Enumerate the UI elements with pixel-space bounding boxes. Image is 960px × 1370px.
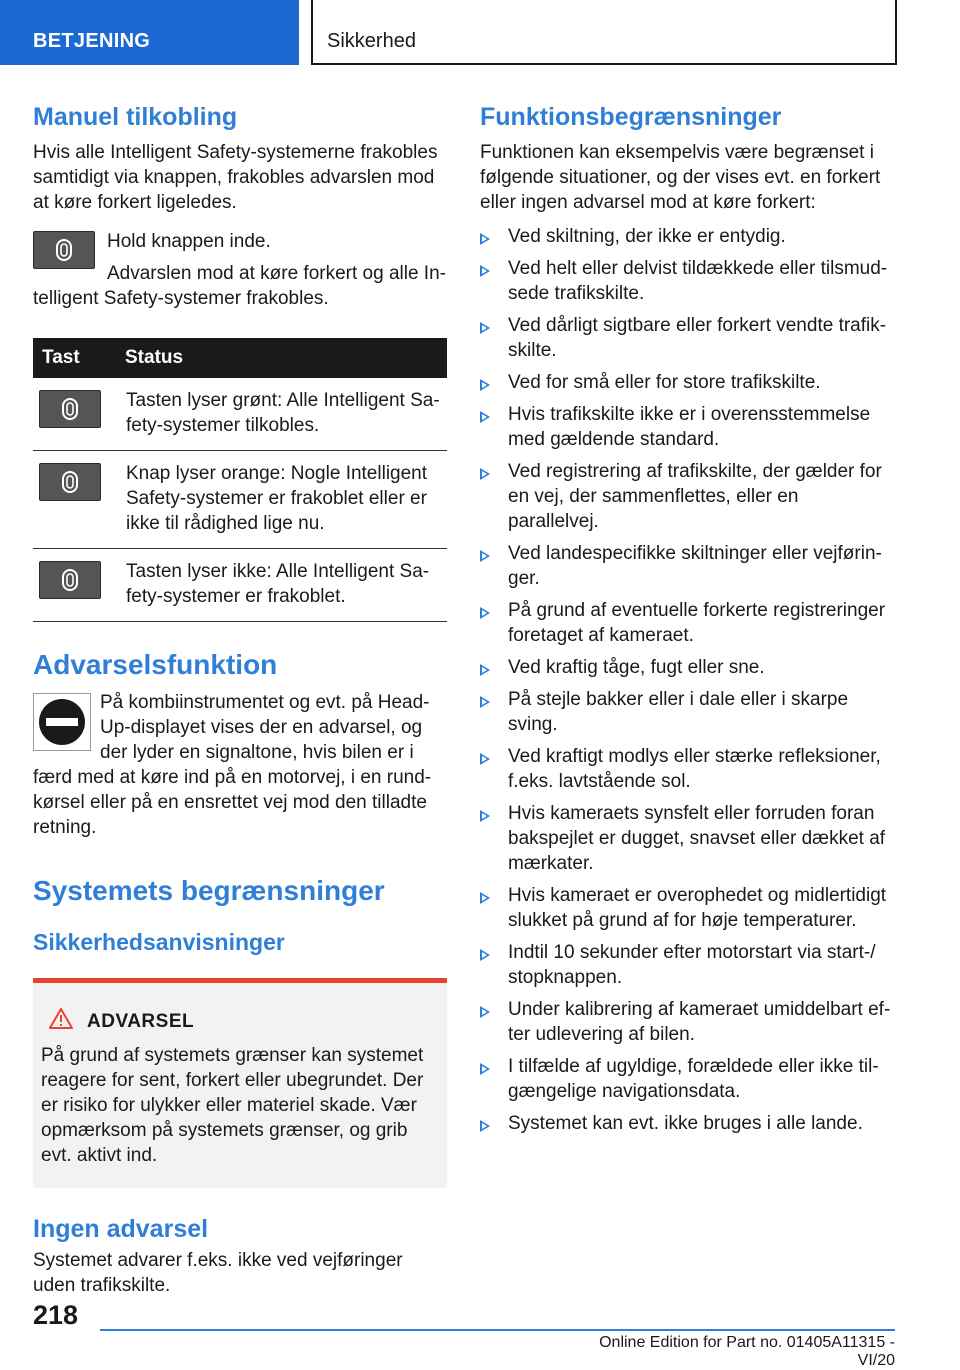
list-item: Ved registrering af trafikskilte, der gælder for en vej, der sammenflettes, eller en parallelvej. <box>480 459 894 534</box>
list-item: På stejle bakker eller i dale eller i skarpe sving. <box>480 687 894 737</box>
triangle-bullet-icon <box>480 892 490 904</box>
safety-button-icon <box>39 390 101 428</box>
list-item: Ved kraftigt modlys eller stærke refleksioner, f.eks. lavtstående sol. <box>480 744 894 794</box>
manuel-intro: Hvis alle Intelligent Safety-systemerne frakobles samtidigt via knappen, frakobles advarslen mod at køre forkert ligeledes. <box>33 142 438 213</box>
advarsel-text-a: På kombiinstrumentet og evt. på Head-Up-displayet vises der en advarsel, og der lyder en signaltone, hvis bilen er i <box>100 692 430 763</box>
table-row <box>33 451 447 549</box>
triangle-bullet-icon <box>480 322 490 334</box>
advarsel-block <box>33 690 447 765</box>
limitation-list <box>480 224 894 1136</box>
advarsel-text-b: færd med at køre ind på en motorvej, i en rund-kørsel eller på en ensrettet vej mod den tilladte retning. <box>33 767 432 838</box>
manuel-step-2a: Advarslen mod at køre forkert og alle In- <box>107 263 446 284</box>
triangle-bullet-icon <box>480 468 490 480</box>
begraens-heading: Systemets begrænsninger <box>33 875 385 906</box>
table-header-tast: Tast <box>33 338 116 378</box>
triangle-bullet-icon <box>480 265 490 277</box>
subsection-tab <box>311 0 897 65</box>
list-item: I tilfælde af ugyldige, forældede eller ikke til-gængelige navigationsdata. <box>480 1054 894 1104</box>
triangle-bullet-icon <box>480 550 490 562</box>
triangle-bullet-icon <box>480 379 490 391</box>
ingen-heading: Ingen advarsel <box>33 1215 209 1243</box>
right-column <box>480 100 894 1143</box>
list-item: Hvis kameraets synsfelt eller forruden foran bakspejlet er dugget, snavset eller dækket af mærkater. <box>480 801 894 876</box>
list-item: Indtil 10 sekunder efter motorstart via start-/ stopknappen. <box>480 940 894 990</box>
safety-button-icon <box>33 231 95 269</box>
list-item: Ved kraftig tåge, fugt eller sne. <box>480 655 894 680</box>
page-number: 218 <box>33 1300 79 1330</box>
sikkerhed-subheading: Sikkerhedsanvisninger <box>33 929 285 955</box>
triangle-bullet-icon <box>480 607 490 619</box>
funktion-heading: Funktionsbegrænsninger <box>480 103 782 131</box>
footer-rule <box>100 1329 895 1331</box>
manuel-step-2b: telligent Safety-systemer frakobles. <box>33 288 329 309</box>
warning-title <box>49 1008 439 1035</box>
table-cell-status: Tasten lyser ikke: Alle Intelligent Sa-fety-systemer er frakoblet. <box>116 549 447 622</box>
triangle-bullet-icon <box>480 233 490 245</box>
section-tab <box>0 0 299 65</box>
left-column <box>33 100 447 1298</box>
list-item: Ved dårligt sigtbare eller forkert vendte trafik-skilte. <box>480 313 894 363</box>
triangle-bullet-icon <box>480 810 490 822</box>
edition-text: Online Edition for Part no. 01405A11315 - VI/20 <box>599 1334 895 1369</box>
manuel-heading: Manuel tilkobling <box>33 103 238 131</box>
triangle-bullet-icon <box>480 1063 490 1075</box>
list-item: Ved skiltning, der ikke er entydig. <box>480 224 894 249</box>
triangle-bullet-icon <box>480 664 490 676</box>
table-cell-status: Tasten lyser grønt: Alle Intelligent Sa-fety-systemer tilkobles. <box>116 378 447 451</box>
warning-text: På grund af systemets grænser kan systemet reagere for sent, forkert eller ubegrundet. Der er risiko for ulykker eller materiel skade. Vær opmærksom på systemets grænser, og grib evt. aktivt ind. <box>41 1045 424 1166</box>
table-header-status: Status <box>116 338 447 378</box>
triangle-bullet-icon <box>480 1006 490 1018</box>
subsection-label: Sikkerhed <box>327 30 416 52</box>
status-table <box>33 338 447 622</box>
list-item: Ved helt eller delvist tildækkede eller tilsmud-sede trafikskilte. <box>480 256 894 306</box>
triangle-bullet-icon <box>480 696 490 708</box>
list-item: Hvis kameraet er overophedet og midlertidigt slukket på grund af for høje temperaturer. <box>480 883 894 933</box>
advarsel-heading: Advarselsfunktion <box>33 649 278 680</box>
list-item: Systemet kan evt. ikke bruges i alle lande. <box>480 1111 894 1136</box>
table-cell-status: Knap lyser orange: Nogle Intelligent Safety-systemer er frakoblet eller er ikke til rådighed lige nu. <box>116 451 447 549</box>
safety-button-icon <box>39 561 101 599</box>
triangle-bullet-icon <box>480 1120 490 1132</box>
triangle-bullet-icon <box>480 753 490 765</box>
funktion-intro: Funktionen kan eksempelvis være begrænset i følgende situationer, og der vises evt. en forkert eller ingen advarsel mod at køre forkert: <box>480 142 881 213</box>
no-entry-icon <box>33 693 91 751</box>
list-item: Hvis trafikskilte ikke er i overensstemmelse med gældende standard. <box>480 402 894 452</box>
manuel-step <box>33 229 447 286</box>
ingen-text: Systemet advarer f.eks. ikke ved vejføringer uden trafikskilte. <box>33 1250 403 1296</box>
section-label: BETJENING <box>33 30 151 52</box>
warning-box <box>33 978 447 1188</box>
list-item: På grund af eventuelle forkerte registreringer foretaget af kameraet. <box>480 598 894 648</box>
safety-button-icon <box>39 463 101 501</box>
triangle-bullet-icon <box>480 949 490 961</box>
table-row <box>33 549 447 622</box>
list-item: Ved for små eller for store trafikskilte. <box>480 370 894 395</box>
triangle-bullet-icon <box>480 411 490 423</box>
list-item: Under kalibrering af kameraet umiddelbart ef-ter udlevering af bilen. <box>480 997 894 1047</box>
table-row <box>33 378 447 451</box>
warning-triangle-icon <box>49 1008 73 1035</box>
manuel-step-1: Hold knappen inde. <box>107 231 271 252</box>
list-item: Ved landespecifikke skiltninger eller vejførin-ger. <box>480 541 894 591</box>
warning-label: ADVARSEL <box>87 1010 195 1032</box>
